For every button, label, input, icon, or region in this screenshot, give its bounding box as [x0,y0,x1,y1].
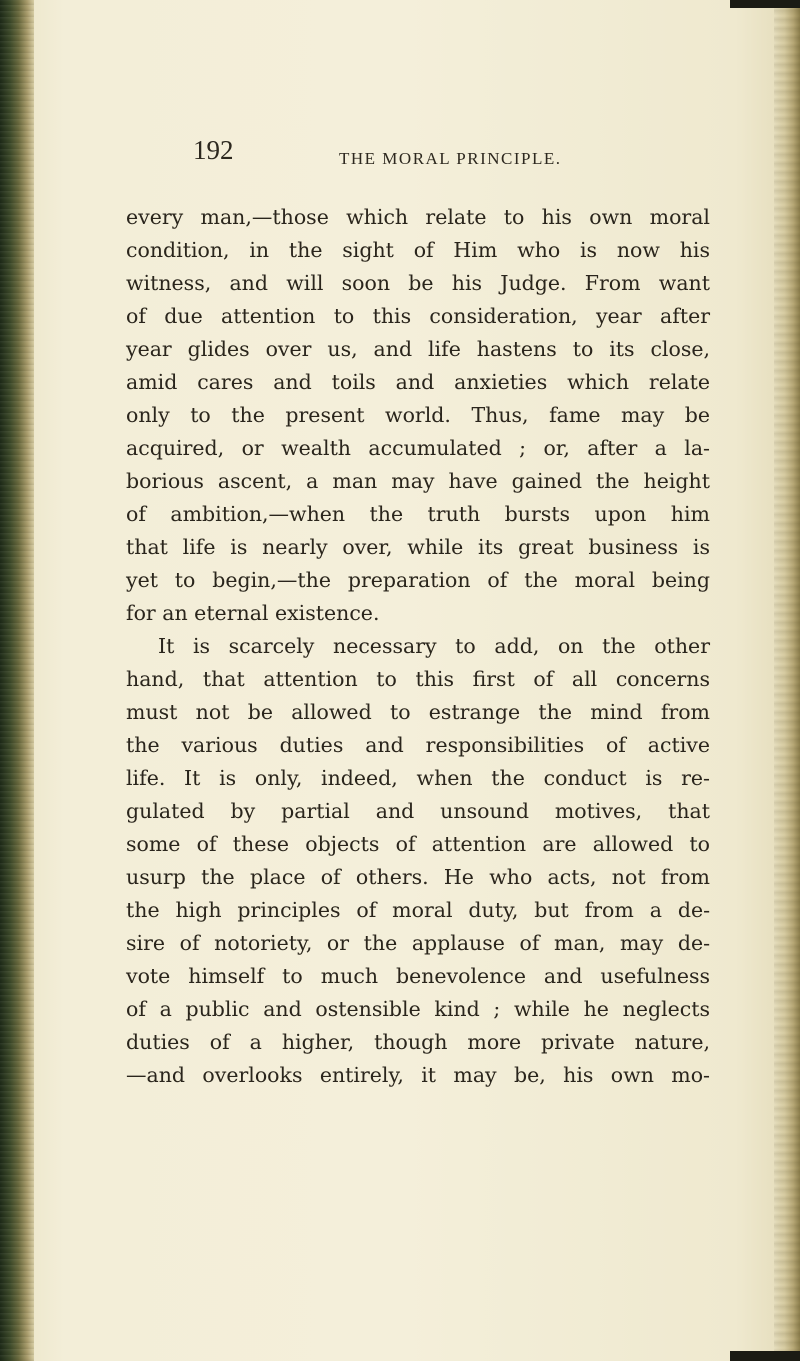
text-line: It is scarcely necessary to add, on the other [158,634,710,658]
text-line: of a public and ostensible kind ; while he neglects [126,997,710,1021]
text-line: for an eternal existence. [126,601,380,625]
text-line: must not be allowed to estrange the mind from [126,700,710,724]
text-line: only to the present world. Thus, fame may be [126,403,710,427]
page-edge-right [774,0,800,1361]
text-line: hand, that attention to this first of all concerns [126,667,710,691]
text-line: sire of notoriety, or the applause of man, may de- [126,931,710,955]
text-line: yet to begin,—the preparation of the moral being [126,568,710,592]
text-line: acquired, or wealth accumulated ; or, after a la- [126,436,710,460]
body-text [126,201,710,1092]
text-line: vote himself to much benevolence and usefulness [126,964,710,988]
text-line: of ambition,—when the truth bursts upon him [126,502,710,526]
text-line: —and overlooks entirely, it may be, his own mo- [126,1063,710,1087]
running-head: THE MORAL PRINCIPLE. [339,149,562,168]
page-header [193,135,653,179]
text-line: of due attention to this consideration, year after [126,304,710,328]
text-line: the various duties and responsibilities of active [126,733,710,757]
text-line: borious ascent, a man may have gained the height [126,469,710,493]
text-line: that life is nearly over, while its great business is [126,535,710,559]
scan-corner-bottom [730,1351,800,1361]
text-line: life. It is only, indeed, when the conduct is re- [126,766,710,790]
scan-corner-top [730,0,800,8]
page-number: 192 [193,135,234,165]
text-line: witness, and will soon be his Judge. From want [126,271,710,295]
text-line: gulated by partial and unsound motives, that [126,799,710,823]
text-line: duties of a higher, though more private nature, [126,1030,710,1054]
book-binding-edge [0,0,34,1361]
text-line: usurp the place of others. He who acts, not from [126,865,710,889]
text-line: some of these objects of attention are allowed to [126,832,710,856]
text-line: every man,—those which relate to his own moral [126,205,710,229]
text-line: condition, in the sight of Him who is now his [126,238,710,262]
text-line: year glides over us, and life hastens to its close, [126,337,710,361]
text-line: the high principles of moral duty, but from a de- [126,898,710,922]
text-line: amid cares and toils and anxieties which relate [126,370,710,394]
